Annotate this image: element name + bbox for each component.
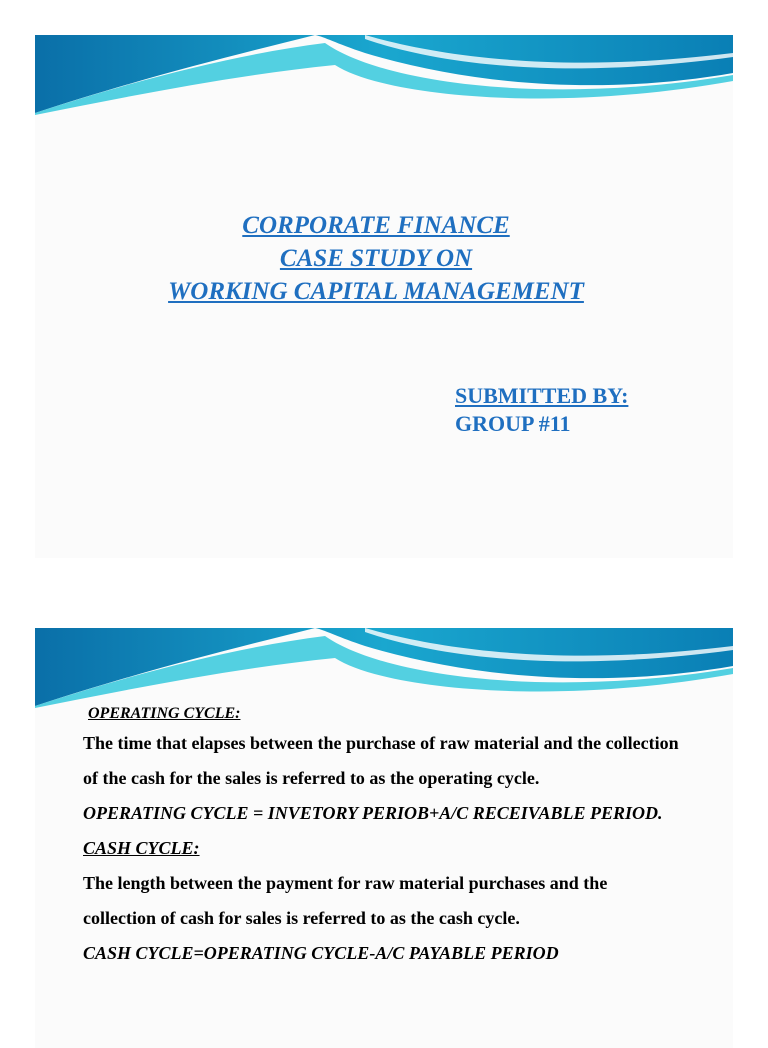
cash-cycle-text: The length between the payment for raw material purchases and the collection of cash for sales is referred to as the cash cycle. bbox=[83, 873, 608, 928]
cash-cycle-formula: CASH CYCLE=OPERATING CYCLE-A/C PAYABLE PERIOD bbox=[83, 943, 559, 963]
slide-2 bbox=[35, 628, 733, 1048]
title-line-1: CORPORATE FINANCE bbox=[242, 212, 510, 239]
operating-cycle-heading: OPERATING CYCLE: bbox=[88, 705, 241, 722]
wave-banner bbox=[35, 628, 733, 708]
group-name: GROUP #11 bbox=[455, 411, 571, 436]
slide-title bbox=[35, 209, 717, 308]
title-line-2: CASE STUDY ON bbox=[279, 245, 473, 272]
cash-cycle-heading: CASH CYCLE: bbox=[83, 838, 200, 858]
slide-1 bbox=[35, 35, 733, 558]
operating-cycle-text: The time that elapses between the purchase of raw material and the collection of the cash for the sales is referred to as the operating cycle. bbox=[83, 733, 679, 788]
title-line-3: WORKING CAPITAL MANAGEMENT bbox=[168, 278, 584, 305]
submitted-by-block bbox=[455, 382, 628, 438]
submitted-by-label: SUBMITTED BY: bbox=[455, 383, 629, 408]
wave-banner bbox=[35, 35, 733, 115]
operating-cycle-formula: OPERATING CYCLE = INVETORY PERIOB+A/C RECEIVABLE PERIOD. bbox=[83, 803, 663, 823]
slide-content bbox=[83, 702, 683, 971]
